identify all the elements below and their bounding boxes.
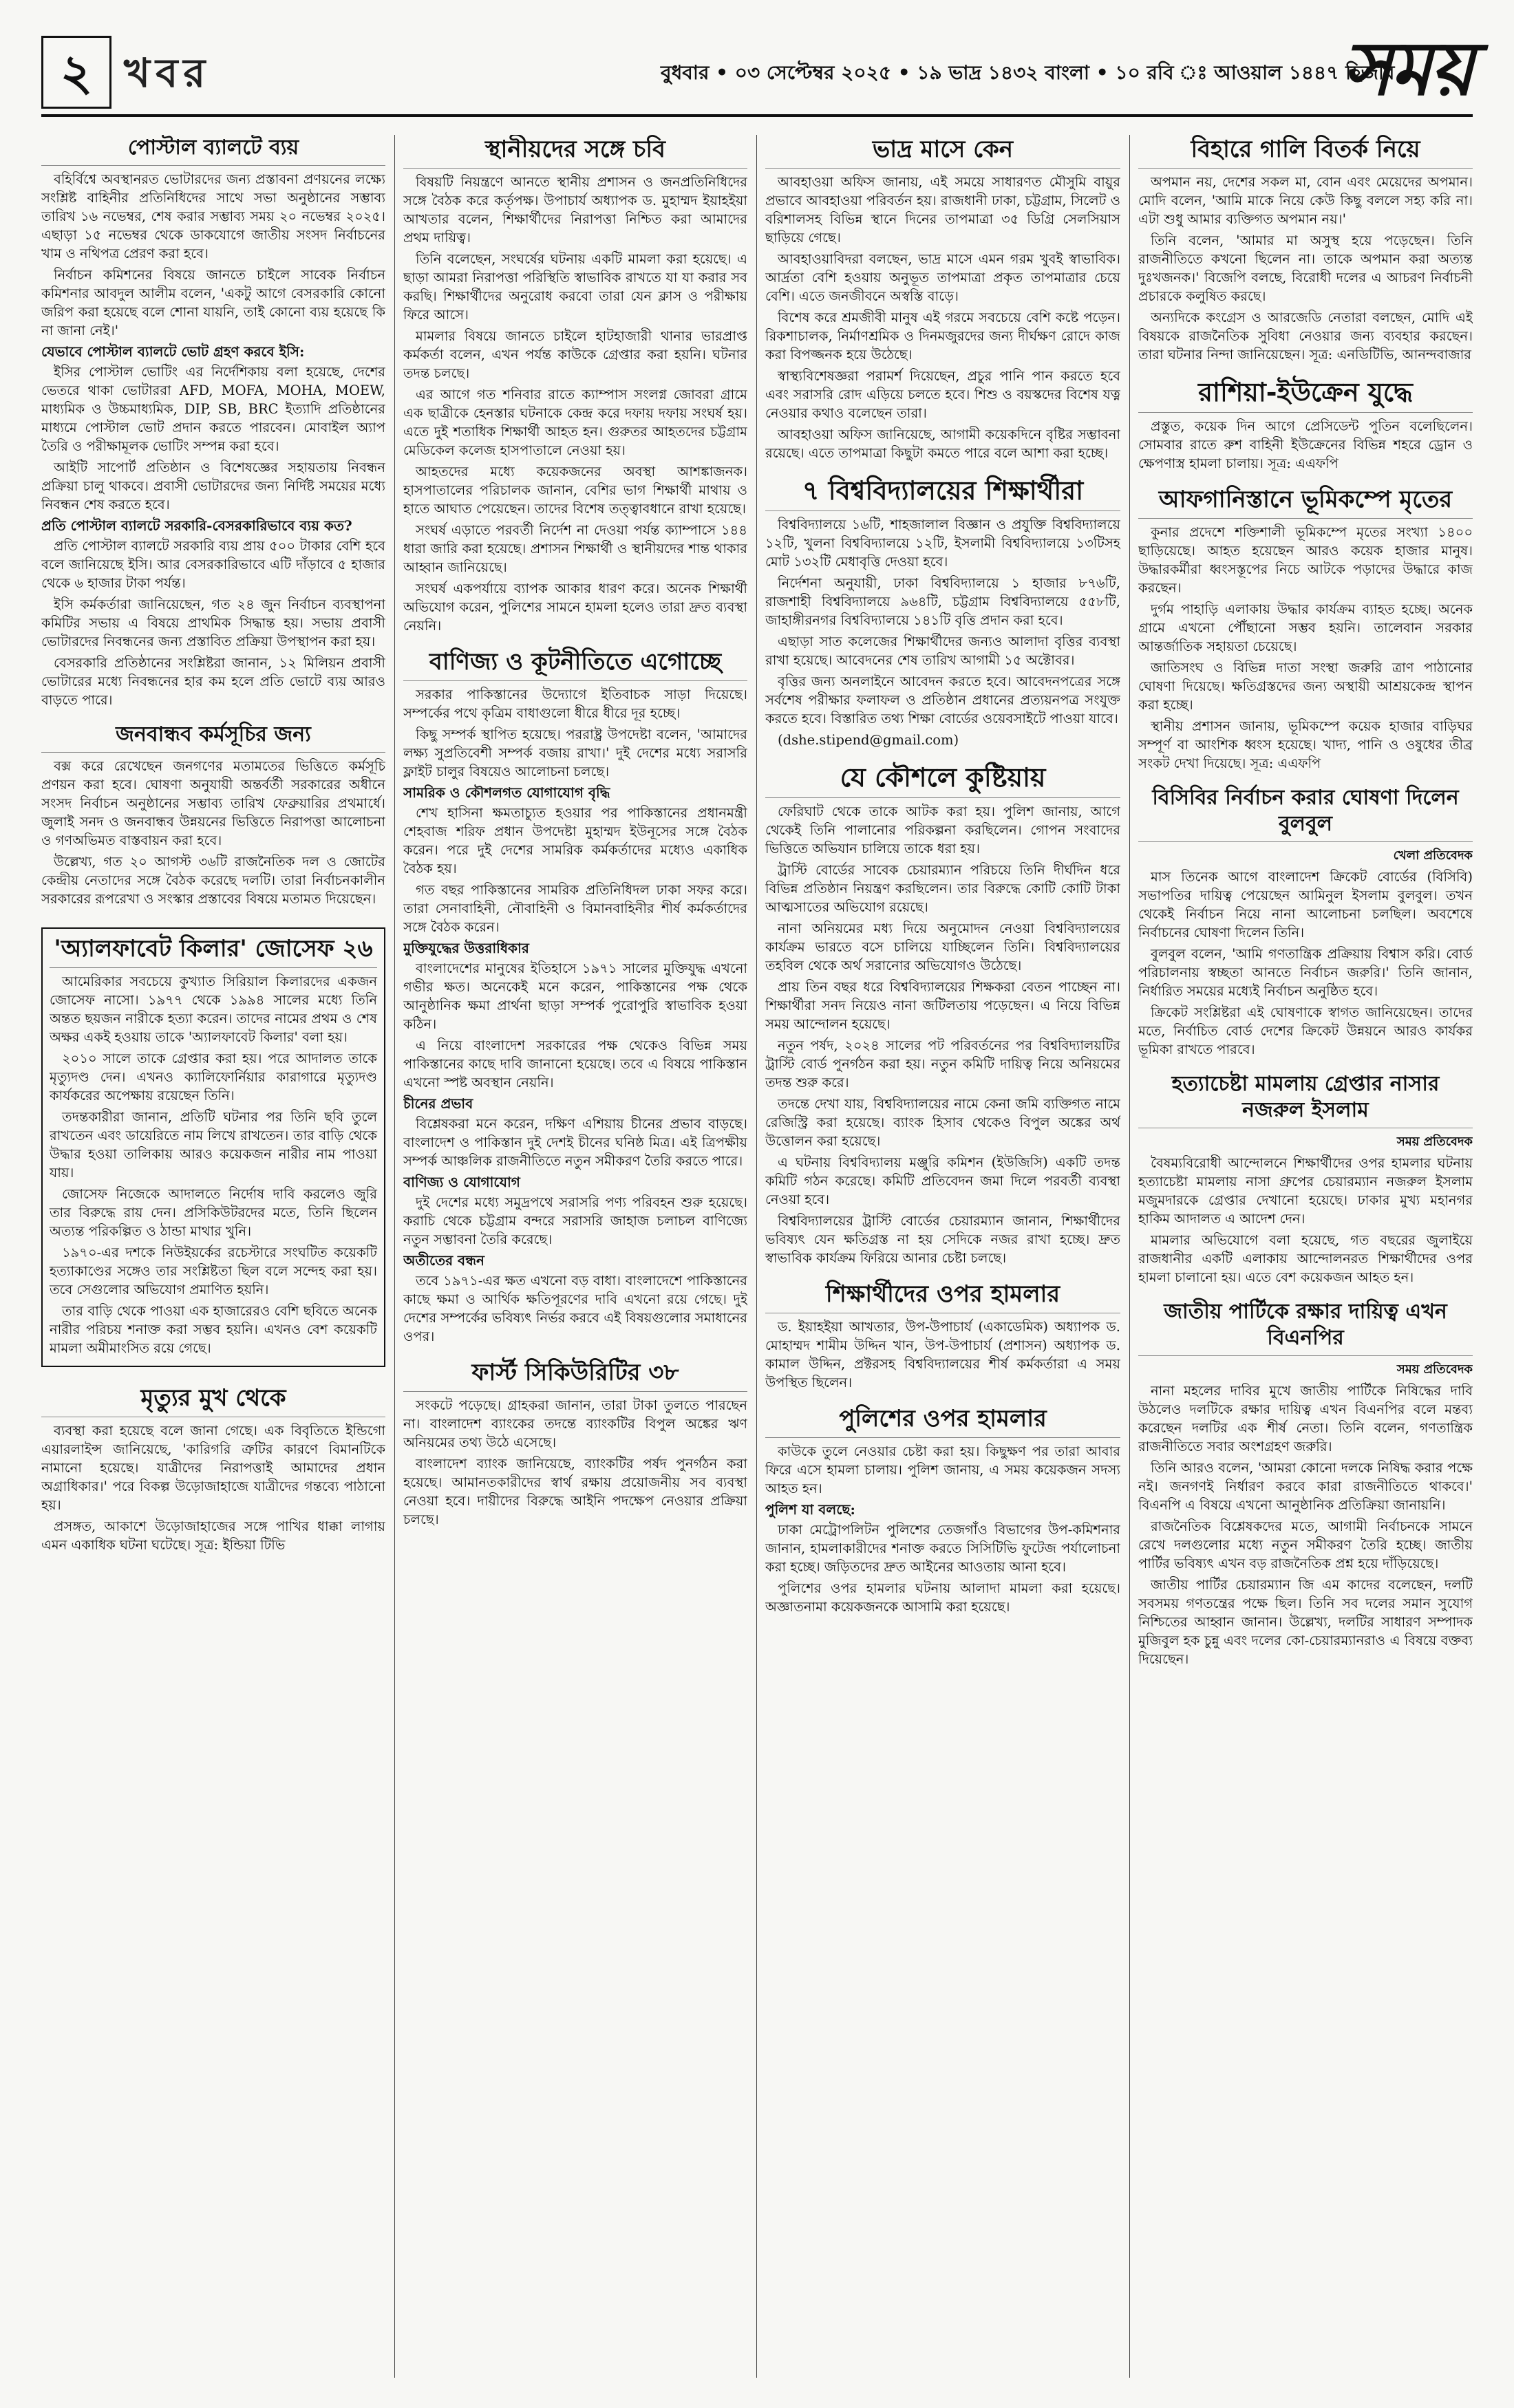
article-trade-diplomacy xyxy=(403,647,747,1346)
article-cu-locals xyxy=(403,135,747,635)
article-headline: জাতীয় পার্টিকে রক্ষার দায়িত্ব এখন বিএনপির xyxy=(1138,1299,1473,1356)
article-paragraph: আবহাওয়া অফিস জানায়, এই সময়ে সাধারণত মৌসুমি বায়ুর প্রভাবে আবহাওয়া পরিবর্তন হয়। রাজধানী ঢাকা, চট্টগ্রাম, সিলেট ও বরিশালসহ বিভিন্ন স্থানে দিনের তাপমাত্রা ৩৫ ডিগ্রি সেলসিয়াস ছাড়িয়ে গেছে। xyxy=(765,174,1120,246)
article-paragraph: ট্রাস্টি বোর্ডের সাবেক চেয়ারম্যান পরিচয়ে তিনি দীর্ঘদিন ধরে বিভিন্ন প্রতিষ্ঠান নিয়ন্ত্রণ করছিলেন। তার বিরুদ্ধে কোটি কোটি টাকা আত্মসাতের অভিযোগ রয়েছে। xyxy=(765,862,1120,915)
article-headline: ভাদ্র মাসে কেন xyxy=(765,135,1120,169)
article-paragraph: আহতদের মধ্যে কয়েকজনের অবস্থা আশঙ্কাজনক। হাসপাতালের পরিচালক জানান, বেশির ভাগ শিক্ষার্থী মাথায় ও হাতে আঘাত পেয়েছেন। তাদের বিশেষ তত্ত্বাবধানে রাখা হয়েছে। xyxy=(403,464,747,517)
article-paragraph: অপমান নয়, দেশের সকল মা, বোন এবং মেয়েদের অপমান। মোদি বলেন, 'আমি মাকে নিয়ে কেউ কিছু বললে সহ্য করি না। এটা শুধু আমার ব্যক্তিগত অপমান নয়।' xyxy=(1138,174,1473,227)
article-bihar xyxy=(1138,135,1473,364)
article-paragraph: মাস তিনেক আগে বাংলাদেশ ক্রিকেট বোর্ডের (বিসিবি) সভাপতির দায়িত্ব পেয়েছেন আমিনুল ইসলাম বুলবুল। তখন থেকেই নির্বাচন নিয়ে নানা আলোচনা চলছিল। অবশেষে নির্বাচনের ঘোষণা দিলেন তিনি। xyxy=(1138,869,1473,940)
article-paragraph: নানা মহলের দাবির মুখে জাতীয় পার্টিকে নিষিদ্ধের দাবি উঠলেও দলটিকে রক্ষার দায়িত্ব এখন বিএনপির বলে মন্তব্য করেছেন দলটির এক শীর্ষ নেতা। তিনি বলেন, গণতান্ত্রিক রাজনীতিতে সবার অংশগ্রহণ জরুরি। xyxy=(1138,1383,1473,1454)
section-name: খবর xyxy=(124,50,211,96)
article-public-program xyxy=(41,722,385,908)
article-paragraph: বেসরকারি প্রতিষ্ঠানের সংশ্লিষ্টরা জানান, ১২ মিলিয়ন প্রবাসী ভোটারের মধ্যে নিবন্ধনের হার কম হলে প্রতি ভোটে ব্যয় আরও বাড়তে পারে। xyxy=(41,655,385,708)
article-email: (dshe.stipend@gmail.com) xyxy=(778,732,959,748)
article-paragraph: ২০১০ সালে তাকে গ্রেপ্তার করা হয়। পরে আদালত তাকে মৃত্যুদণ্ড দেন। এখনও ক্যালিফোর্নিয়ার কারাগারে মৃত্যুদণ্ড কার্যকরের অপেক্ষায় রয়েছেন তিনি। xyxy=(50,1051,377,1104)
article-russia-ukraine xyxy=(1138,376,1473,473)
article-headline: ফার্স্ট সিকিউরিটির ৩৮ xyxy=(403,1358,747,1392)
article-paragraph: তবে ১৯৭১-এর ক্ষত এখনো বড় বাধা। বাংলাদেশে পাকিস্তানের কাছে ক্ষমা ও আর্থিক ক্ষতিপূরণের দাবি এখনো রয়ে গেছে। দুই দেশের সম্পর্কের ভবিষ্যৎ নির্ভর করবে এই বিষয়গুলোর সমাধানের ওপর। xyxy=(403,1273,747,1344)
article-paragraph: স্বাস্থ্যবিশেষজ্ঞরা পরামর্শ দিয়েছেন, প্রচুর পানি পান করতে হবে এবং সরাসরি রোদ এড়িয়ে চলতে হবে। শিশু ও বয়স্কদের বিশেষ যত্ন নেওয়ার কথাও বলেছেন তারা। xyxy=(765,368,1120,421)
article-paragraph: পুলিশের ওপর হামলার ঘটনায় আলাদা মামলা করা হয়েছে। অজ্ঞাতনামা কয়েকজনকে আসামি করা হয়েছে। xyxy=(765,1580,1120,1615)
article-kushtia xyxy=(765,762,1120,1267)
article-paragraph: দুই দেশের মধ্যে সমুদ্রপথে সরাসরি পণ্য পরিবহন শুরু হয়েছে। করাচি থেকে চট্টগ্রাম বন্দরে সরাসরি জাহাজ চলাচল বাণিজ্যে নতুন সম্ভাবনা তৈরি করেছে। xyxy=(403,1194,747,1247)
article-paragraph: উল্লেখ্য, গত ২০ আগস্ট ৩৬টি রাজনৈতিক দল ও জোটের কেন্দ্রীয় নেতাদের সঙ্গে বৈঠক করেছে দলটি। তারা নির্বাচনকালীন সরকারের রূপরেখা ও সংস্কার প্রস্তাবের বিষয়ে মতামত দিয়েছেন। xyxy=(41,854,385,907)
article-paragraph: গত বছর পাকিস্তানের সামরিক প্রতিনিধিদল ঢাকা সফর করে। তারা সেনাবাহিনী, নৌবাহিনী ও বিমানবাহিনীর শীর্ষ কর্মকর্তাদের সঙ্গে বৈঠক করেন। xyxy=(403,882,747,935)
article-paragraph: প্রসঙ্গত, আকাশে উড়োজাহাজের সঙ্গে পাখির ধাক্কা লাগায় এমন একাধিক ঘটনা ঘটেছে। সূত্র: ইন্ডিয়া টিভি xyxy=(41,1518,385,1553)
article-near-death xyxy=(41,1384,385,1554)
article-headline: বিসিবির নির্বাচন করার ঘোষণা দিলেন বুলবুল xyxy=(1138,785,1473,842)
article-paragraph: মামলার অভিযোগে বলা হয়েছে, গত বছরের জুলাইয়ে রাজধানীর একটি এলাকায় আন্দোলনরত শিক্ষার্থীদের ওপর হামলা চালানো হয়। এতে বেশ কয়েকজন আহত হন। xyxy=(1138,1232,1473,1285)
article-paragraph: কিছু সম্পর্ক স্থাপিত হয়েছে। পররাষ্ট্র উপদেষ্টা বলেন, 'আমাদের লক্ষ্য সুপ্রতিবেশী সম্পর্ক বজায় রাখা।' দুই দেশের মধ্যে সরাসরি ফ্লাইট চালুর বিষয়েও আলোচনা চলছে। xyxy=(403,727,747,780)
article-headline: পোস্টাল ব্যালটে ব্যয় xyxy=(41,135,385,166)
article-paragraph: কাউকে তুলে নেওয়ার চেষ্টা করা হয়। কিছুক্ষণ পর তারা আবার ফিরে এসে হামলা চালায়। পুলিশ জানায়, এ সময় কয়েকজন সদস্য আহত হন। xyxy=(765,1443,1120,1496)
article-paragraph: ফেরিঘাট থেকে তাকে আটক করা হয়। পুলিশ জানায়, আগে থেকেই তিনি পালানোর পরিকল্পনা করছিলেন। গোপন সংবাদের ভিত্তিতে অভিযান চালিয়ে তাকে ধরা হয়। xyxy=(765,804,1120,857)
article-paragraph: আবহাওয়া অফিস জানিয়েছে, আগামী কয়েকদিনে বৃষ্টির সম্ভাবনা রয়েছে। এতে তাপমাত্রা কিছুটা কমতে পারে বলে আশা করা হচ্ছে। xyxy=(765,427,1120,461)
article-paragraph: নির্বাচন কমিশনের বিষয়ে জানতে চাইলে সাবেক নির্বাচন কমিশনার আবদুল আলীম বলেন, 'একটু আগে বেসরকারি কোনো জরিপ করা হয়েছে বলে শোনা যায়নি, তাই কোনো ব্যয় হয়েছে কি না জানা নেই।' xyxy=(41,267,385,338)
article-paragraph: প্রতি পোস্টাল ব্যালটে সরকারি ব্যয় প্রায় ৫০০ টাকার বেশি হবে বলে জানিয়েছে ইসি। আর বেসরকারিভাবে এটি দাঁড়াবে ৫ হাজার থেকে ৬ হাজার টাকা পর্যন্ত। xyxy=(41,538,385,591)
article-paragraph: এর আগে গত শনিবার রাতে ক্যাম্পাস সংলগ্ন জোবরা গ্রামে এক ছাত্রীকে হেনস্তার ঘটনাকে কেন্দ্র করে দফায় দফায় সংঘর্ষ হয়। এতে দুই শতাধিক শিক্ষার্থী আহত হন। গুরুতর আহতদের চট্টগ্রাম মেডিকেল কলেজ হাসপাতালে নেওয়া হয়। xyxy=(403,387,747,458)
article-headline: রাশিয়া-ইউক্রেন যুদ্ধে xyxy=(1138,376,1473,413)
article-paragraph: বক্স করে রেখেছেন জনগণের মতামতের ভিত্তিতে কর্মসূচি প্রণয়ন করা হবে। ঘোষণা অনুযায়ী অন্তর্বর্তী সরকারের অধীনে সংসদ নির্বাচন অনুষ্ঠানের সম্ভাব্য তারিখ ফেব্রুয়ারির প্রথমার্ধে। জুলাই সনদ ও জনবান্ধব উন্নয়নের ভিত্তিতে নিরাপত্তা আলোচনা ও গণঅভিমত বাস্তবায়ন করা হবে। xyxy=(41,758,385,848)
article-paragraph: তিনি বলেন, 'আমার মা অসুস্থ হয়ে পড়েছেন। তিনি রাজনীতিতে কখনো ছিলেন না। তাকে অপমান করা অত্যন্ত দুঃখজনক।' বিজেপি বলছে, বিরোধী দলের এ আচরণ নির্বাচনী প্রচারকে কলুষিত করছে। xyxy=(1138,233,1473,304)
article-paragraph: প্রস্তুত, কয়েক দিন আগে প্রেসিডেন্ট পুতিন বলেছিলেন। সোমবার রাতে রুশ বাহিনী ইউক্রেনের বিভিন্ন শহরে ড্রোন ও ক্ষেপণাস্ত্র হামলা চালায়। সূত্র: এএফপি xyxy=(1138,418,1473,471)
column-2 xyxy=(403,135,747,2378)
article-paragraph: বিশেষ করে শ্রমজীবী মানুষ এই গরমে সবচেয়ে বেশি কষ্টে পড়েন। রিকশাচালক, নির্মাণশ্রমিক ও দিনমজুরদের জন্য দীর্ঘক্ষণ রোদে কাজ করা বিপজ্জনক হয়ে উঠেছে। xyxy=(765,310,1120,363)
article-paragraph: এছাড়া সাত কলেজের শিক্ষার্থীদের জন্যও আলাদা বৃত্তির ব্যবস্থা রাখা হয়েছে। আবেদনের শেষ তারিখ আগামী ১৫ অক্টোবর। xyxy=(765,634,1120,668)
article-headline: আফগানিস্তানে ভূমিকম্পে মৃতের xyxy=(1138,485,1473,519)
masthead-logo: সময় xyxy=(1343,25,1473,112)
article-paragraph: বিষয়টি নিয়ন্ত্রণে আনতে স্থানীয় প্রশাসন ও জনপ্রতিনিধিদের সঙ্গে বৈঠক করে কর্তৃপক্ষ। উপাচার্য অধ্যাপক ড. মুহাম্মদ ইয়াহইয়া আখতার বলেন, শিক্ষার্থীদের নিরাপত্তা নিশ্চিত করা আমাদের প্রথম দায়িত্ব। xyxy=(403,174,747,246)
article-paragraph: সরকার পাকিস্তানের উদ্যোগে ইতিবাচক সাড়া দিয়েছে। সম্পর্কের পথে কৃত্রিম বাধাগুলো ধীরে ধীরে দূর হচ্ছে। xyxy=(403,687,747,721)
article-nasa-arrest xyxy=(1138,1071,1473,1287)
article-paragraph: রাজনৈতিক বিশ্লেষকদের মতে, আগামী নির্বাচনকে সামনে রেখে দলগুলোর মধ্যে নতুন সমীকরণ তৈরি হচ্ছে। জাতীয় পার্টির ভবিষ্যৎ এখন বড় রাজনৈতিক প্রশ্ন হয়ে দাঁড়িয়েছে। xyxy=(1138,1518,1473,1571)
article-paragraph: এ ঘটনায় বিশ্ববিদ্যালয় মঞ্জুরি কমিশন (ইউজিসি) একটি তদন্ত কমিটি গঠন করেছে। কমিটি প্রতিবেদন জমা দিলে পরবর্তী ব্যবস্থা নেওয়া হবে। xyxy=(765,1154,1120,1207)
article-headline: হত্যাচেষ্টা মামলায় গ্রেপ্তার নাসার নজরুল ইসলাম xyxy=(1138,1071,1473,1128)
article-paragraph: শেখ হাসিনা ক্ষমতাচ্যুত হওয়ার পর পাকিস্তানের প্রধানমন্ত্রী শেহবাজ শরিফ প্রধান উপদেষ্টা মুহাম্মদ ইউনূসের সঙ্গে বৈঠক করেন। পরে দুই দেশের সামরিক কর্মকর্তাদের মধ্যেও একাধিক বৈঠক হয়। xyxy=(403,805,747,877)
article-alphabet-killer xyxy=(41,927,385,1367)
article-subhead: অতীতের বন্ধন xyxy=(403,1252,484,1269)
article-headline: স্থানীয়দের সঙ্গে চবি xyxy=(403,135,747,169)
article-police-attack xyxy=(765,1404,1120,1616)
page-number: ২ xyxy=(41,36,111,109)
article-paragraph: স্থানীয় প্রশাসন জানায়, ভূমিকম্পে কয়েক হাজার বাড়িঘর সম্পূর্ণ বা আংশিক ধ্বংস হয়েছে। খাদ্য, পানি ও ওষুধের তীব্র সংকট দেখা দিয়েছে। সূত্র: এএফপি xyxy=(1138,718,1473,771)
article-headline: 'অ্যালফাবেট কিলার' জোসেফ ২৬ xyxy=(50,934,377,968)
article-paragraph: বাংলাদেশ ব্যাংক জানিয়েছে, ব্যাংকটির পর্ষদ পুনর্গঠন করা হয়েছে। আমানতকারীদের স্বার্থ রক্ষায় প্রয়োজনীয় সব ব্যবস্থা নেওয়া হবে। দায়ীদের বিরুদ্ধে আইনি পদক্ষেপ নেওয়ার প্রক্রিয়া চলছে। xyxy=(403,1456,747,1527)
article-subhead: পুলিশ যা বলছে: xyxy=(765,1501,855,1518)
article-paragraph: বিশ্লেষকরা মনে করেন, দক্ষিণ এশিয়ায় চীনের প্রভাব বাড়ছে। বাংলাদেশ ও পাকিস্তান দুই দেশই চীনের ঘনিষ্ঠ মিত্র। এই ত্রিপক্ষীয় সম্পর্ক আঞ্চলিক রাজনীতিতে নতুন সমীকরণ তৈরি করতে পারে। xyxy=(403,1116,747,1169)
byline: সময় প্রতিবেদক xyxy=(1396,1135,1473,1149)
column-divider xyxy=(756,135,757,2378)
article-first-security xyxy=(403,1358,747,1529)
article-paragraph: বাংলাদেশের মানুষের ইতিহাসে ১৯৭১ সালের মুক্তিযুদ্ধ এখনো গভীর ক্ষত। অনেকেই মনে করেন, পাকিস্তানের পক্ষ থেকে আনুষ্ঠানিক ক্ষমা প্রার্থনা ছাড়া সম্পর্ক পুরোপুরি স্বাভাবিক হওয়া কঠিন। xyxy=(403,960,747,1032)
article-paragraph: সংঘর্ষ এড়াতে পরবর্তী নির্দেশ না দেওয়া পর্যন্ত ক্যাম্পাসে ১৪৪ ধারা জারি করা হয়েছে। প্রশাসন শিক্ষার্থী ও স্থানীয়দের শান্ত থাকার আহ্বান জানিয়েছে। xyxy=(403,522,747,575)
article-postal-ballot xyxy=(41,135,385,709)
article-paragraph: ড. ইয়াহইয়া আখতার, উপ-উপাচার্য (একাডেমিক) অধ্যাপক ড. মোহাম্মদ শামীম উদ্দিন খান, উপ-উপাচার্য (প্রশাসন) অধ্যাপক ড. কামাল উদ্দিন, প্রক্টরসহ বিশ্ববিদ্যালয়ের শীর্ষ কর্মকর্তারা এ সময় উপস্থিত ছিলেন। xyxy=(765,1319,1120,1390)
article-paragraph: ঢাকা মেট্রোপলিটন পুলিশের তেজগাঁও বিভাগের উপ-কমিশনার জানান, হামলাকারীদের শনাক্ত করতে সিসিটিভি ফুটেজ পর্যালোচনা করা হচ্ছে। জড়িতদের দ্রুত আইনের আওতায় আনা হবে। xyxy=(765,1522,1120,1575)
article-paragraph: বহির্বিশ্বে অবস্থানরত ভোটারদের জন্য প্রস্তাবনা প্রণয়নের লক্ষ্যে সংশ্লিষ্ট বাহিনীর প্রতিনিধিদের সাথে সভা অনুষ্ঠানের সম্ভাব্য তারিখ ১৬ নভেম্বর, শেষ করার সম্ভাব্য সময় ২০ নভেম্বর ২০২৫। এছাড়া ১৫ নভেম্বর থেকে ডাকযোগে জাতীয় সংসদ নির্বাচনের খাম ও নথিপত্র প্রেরণ করা হবে। xyxy=(41,171,385,261)
article-paragraph: অন্যদিকে কংগ্রেস ও আরজেডি নেতারা বলছেন, মোদি এই বিষয়কে রাজনৈতিক সুবিধা নেওয়ার জন্য ব্যবহার করছেন। তারা ঘটনার নিন্দা জানিয়েছেন। সূত্র: এনডিটিভি, আনন্দবাজার xyxy=(1138,310,1473,363)
article-bcb-election xyxy=(1138,785,1473,1059)
article-paragraph: আমেরিকার সবচেয়ে কুখ্যাত সিরিয়াল কিলারদের একজন জোসেফ নাসো। ১৯৭৭ থেকে ১৯৯৪ সালের মধ্যে তিনি অন্তত ছয়জন নারীকে হত্যা করেন। তাদের নামের প্রথম ও শেষ অক্ষর একই হওয়ায় তাকে 'অ্যালফাবেট কিলার' বলা হয়। xyxy=(50,974,377,1045)
article-paragraph: তদন্তকারীরা জানান, প্রতিটি ঘটনার পর তিনি ছবি তুলে রাখতেন এবং ডায়েরিতে নাম লিখে রাখতেন। তার বাড়ি থেকে উদ্ধার হওয়া তালিকায় আরও কয়েকজন নারীর নাম পাওয়া যায়। xyxy=(50,1109,377,1181)
article-paragraph: ব্যবস্থা করা হয়েছে বলে জানা গেছে। এক বিবৃতিতে ইন্ডিগো এয়ারলাইন্স জানিয়েছে, 'কারিগরি ত্রুটির কারণে বিমানটিকে নামানো হয়েছে। যাত্রীদের নিরাপত্তাই আমাদের প্রধান অগ্রাধিকার।' পরে বিকল্প উড়োজাহাজে যাত্রীদের গন্তব্যে পাঠানো হয়। xyxy=(41,1423,385,1513)
article-paragraph: ১৯৭০-এর দশকে নিউইয়র্কের রচেস্টারে সংঘটিত কয়েকটি হত্যাকাণ্ডের সঙ্গেও তার সংশ্লিষ্টতা ছিল বলে সন্দেহ করা হয়। তবে সেগুলোর অভিযোগ প্রমাণিত হয়নি। xyxy=(50,1245,377,1298)
article-headline: বাণিজ্য ও কূটনীতিতে এগোচ্ছে xyxy=(403,647,747,681)
article-subhead: বাণিজ্য ও যোগাযোগ xyxy=(403,1174,520,1190)
article-paragraph: আইটি সাপোর্ট প্রতিষ্ঠান ও বিশেষজ্ঞের সহায়তায় নিবন্ধন প্রক্রিয়া চালু থাকবে। প্রবাসী ভোটারদের জন্য নির্দিষ্ট সময়ের মধ্যে নিবন্ধন শেষ করতে হবে। xyxy=(41,460,385,513)
column-divider xyxy=(394,135,395,2378)
article-paragraph: বিশ্ববিদ্যালয়ে ১৬টি, শাহজালাল বিজ্ঞান ও প্রযুক্তি বিশ্ববিদ্যালয়ে ১২টি, খুলনা বিশ্ববিদ্যালয়ে ১২টি, ইসলামী বিশ্ববিদ্যালয়ে ১৩টিসহ মোট ১৩২টি মেধাবৃত্তি দেওয়া হবে। xyxy=(765,517,1120,570)
column-divider xyxy=(1129,135,1130,2378)
article-paragraph: বৈষম্যবিরোধী আন্দোলনে শিক্ষার্থীদের ওপর হামলার ঘটনায় হত্যাচেষ্টা মামলায় নাসা গ্রুপের চেয়ারম্যান নজরুল ইসলাম মজুমদারকে গ্রেপ্তার দেখানো হয়েছে। ঢাকার মুখ্য মহানগর হাকিম আদালত এ আদেশ দেন। xyxy=(1138,1155,1473,1227)
article-paragraph: ক্রিকেট সংশ্লিষ্টরা এই ঘোষণাকে স্বাগত জানিয়েছেন। তাদের মতে, নির্বাচিত বোর্ড দেশের ক্রিকেট উন্নয়নে আরও কার্যকর ভূমিকা রাখতে পারবে। xyxy=(1138,1004,1473,1057)
byline: সময় প্রতিবেদক xyxy=(1396,1362,1473,1377)
article-paragraph: ইসির পোস্টাল ভোটিং এর নির্দেশিকায় বলা হয়েছে, দেশের ভেতরে থাকা ভোটাররা AFD, MOFA, MOHA, MOEW, মাধ্যমিক ও উচ্চমাধ্যমিক, DIP, SB, BRC ইত্যাদি প্রতিষ্ঠানের মাধ্যমে পোস্টাল ভোট প্রদান করতে পারবেন। মোবাইল অ্যাপ তৈরি ও পরীক্ষামূলক ভোটিং সম্পন্ন করা হবে। xyxy=(41,364,385,454)
article-student-attack xyxy=(765,1280,1120,1392)
article-subhead: সামরিক ও কৌশলগত যোগাযোগ বৃদ্ধি xyxy=(403,784,610,801)
article-headline: যে কৌশলে কুষ্টিয়ায় xyxy=(765,762,1120,798)
article-paragraph: তার বাড়ি থেকে পাওয়া এক হাজারেরও বেশি ছবিতে অনেক নারীর পরিচয় শনাক্ত করা সম্ভব হয়নি। এখনও বেশ কয়েকটি মামলা অমীমাংসিত রয়ে গেছে। xyxy=(50,1303,377,1356)
article-subhead: মুক্তিযুদ্ধের উত্তরাধিকার xyxy=(403,940,529,956)
article-paragraph: এ নিয়ে বাংলাদেশ সরকারের পক্ষ থেকেও বিভিন্ন সময় পাকিস্তানের কাছে দাবি জানানো হয়েছে। তবে এ বিষয়ে পাকিস্তান এখনো স্পষ্ট অবস্থান নেয়নি। xyxy=(403,1038,747,1090)
article-headline: মৃত্যুর মুখ থেকে xyxy=(41,1384,385,1417)
article-subhead: যেভাবে পোস্টাল ব্যালটে ভোট গ্রহণ করবে ইসি: xyxy=(41,343,305,360)
dateline: বুধবার • ০৩ সেপ্টেম্বর ২০২৫ • ১৯ ভাদ্র ১৪৩২ বাংলা • ১০ রবি ঃ আওয়াল ১৪৪৭ হিজরি xyxy=(661,61,1395,84)
article-paragraph: কুনার প্রদেশে শক্তিশালী ভূমিকম্পে মৃতের সংখ্যা ১৪০০ ছাড়িয়েছে। আহত হয়েছেন আরও কয়েক হাজার মানুষ। উদ্ধারকর্মীরা ধ্বংসস্তূপের নিচে আটকে পড়াদের উদ্ধারে কাজ করছেন। xyxy=(1138,524,1473,596)
article-paragraph: জাতীয় পার্টির চেয়ারম্যান জি এম কাদের বলেছেন, দলটি সবসময় গণতন্ত্রের পক্ষে ছিল। তিনি সব দলের সমান সুযোগ নিশ্চিতের আহ্বান জানান। উল্লেখ্য, দলটির সাধারণ সম্পাদক মুজিবুল হক চুন্নু এবং দলের কো-চেয়ারম্যানরাও এ বিষয়ে বক্তব্য দিয়েছেন। xyxy=(1138,1577,1473,1667)
article-paragraph: বিশ্ববিদ্যালয়ের ট্রাস্টি বোর্ডের চেয়ারম্যান জানান, শিক্ষার্থীদের ভবিষ্যৎ যেন ক্ষতিগ্রস্ত না হয় সেদিকে নজর রাখা হচ্ছে। দ্রুত স্বাভাবিক কার্যক্রম ফিরিয়ে আনার চেষ্টা চলছে। xyxy=(765,1213,1120,1266)
article-paragraph: নির্দেশনা অনুযায়ী, ঢাকা বিশ্ববিদ্যালয়ে ১ হাজার ৮৭৬টি, রাজশাহী বিশ্ববিদ্যালয়ে ৯৬৪টি, চট্টগ্রাম বিশ্ববিদ্যালয়ে ৫৫৮টি, জাহাঙ্গীরনগর বিশ্ববিদ্যালয়ে ১৪১টি বৃত্তি প্রদান করা হবে। xyxy=(765,575,1120,628)
byline: খেলা প্রতিবেদক xyxy=(1393,848,1473,863)
article-paragraph: জাতিসংঘ ও বিভিন্ন দাতা সংস্থা জরুরি ত্রাণ পাঠানোর ঘোষণা দিয়েছে। ক্ষতিগ্রস্তদের জন্য অস্থায়ী আশ্রয়কেন্দ্র স্থাপন করা হচ্ছে। xyxy=(1138,660,1473,713)
article-paragraph: প্রায় তিন বছর ধরে বিশ্ববিদ্যালয়ের শিক্ষকরা বেতন পাচ্ছেন না। শিক্ষার্থীরা সনদ নিয়েও নানা জটিলতায় পড়েছেন। এ নিয়ে বিভিন্ন সময় আন্দোলন হয়েছে। xyxy=(765,979,1120,1032)
article-paragraph: আবহাওয়াবিদরা বলছেন, ভাদ্র মাসে এমন গরম খুবই স্বাভাবিক। আর্দ্রতা বেশি হওয়ায় অনুভূত তাপমাত্রা প্রকৃত তাপমাত্রার চেয়ে বেশি। এতে জনজীবনে অস্বস্তি বাড়ে। xyxy=(765,251,1120,304)
article-headline: শিক্ষার্থীদের ওপর হামলার xyxy=(765,1280,1120,1313)
article-paragraph: সংঘর্ষ একপর্যায়ে ব্যাপক আকার ধারণ করে। অনেক শিক্ষার্থী অভিযোগ করেন, পুলিশের সামনে হামলা হলেও তারা দ্রুত ব্যবস্থা নেয়নি। xyxy=(403,581,747,634)
article-paragraph: মামলার বিষয়ে জানতে চাইলে হাটহাজারী থানার ভারপ্রাপ্ত কর্মকর্তা বলেন, এখন পর্যন্ত কাউকে গ্রেপ্তার করা হয়নি। ঘটনার তদন্ত চলছে। xyxy=(403,328,747,381)
article-paragraph: তিনি বলেছেন, সংঘর্ষের ঘটনায় একটি মামলা করা হয়েছে। এ ছাড়া আমরা নিরাপত্তা পরিস্থিতি স্বাভাবিক রাখতে যা যা করার সব করছি। শিক্ষার্থীদের অনুরোধ করবো তারা যেন ক্লাস ও পরীক্ষায় ফিরে আসে। xyxy=(403,251,747,323)
article-paragraph: নানা অনিয়মের মধ্য দিয়ে অনুমোদন নেওয়া বিশ্ববিদ্যালয়ের কার্যক্রম ভারতে বসে চালিয়ে যাচ্ছিলেন তিনি। বিশ্ববিদ্যালয়ের তহবিল থেকে অর্থ সরানোর অভিযোগও উঠেছে। xyxy=(765,921,1120,974)
article-jatiya-party xyxy=(1138,1299,1473,1668)
article-subhead: প্রতি পোস্টাল ব্যালটে সরকারি-বেসরকারিভাবে ব্যয় কত? xyxy=(41,517,352,534)
article-paragraph: ইসি কর্মকর্তারা জানিয়েছেন, গত ২৪ জুন নির্বাচন ব্যবস্থাপনা কমিটির সভায় এ বিষয়ে প্রাথমিক সিদ্ধান্ত হয়। সভায় প্রবাসী ভোটারদের নিবন্ধনের জন্য প্রস্তাবিত প্রক্রিয়া উপস্থাপন করা হয়। xyxy=(41,596,385,649)
article-subhead: চীনের প্রভাব xyxy=(403,1095,473,1112)
page-header xyxy=(41,25,1473,117)
article-headline: জনবান্ধব কর্মসূচির জন্য xyxy=(41,722,385,753)
article-paragraph: নতুন পর্ষদ, ২০২৪ সালের পট পরিবর্তনের পর বিশ্ববিদ্যালয়টির ট্রাস্টি বোর্ড পুনর্গঠন করা হয়। নতুন কমিটি দায়িত্ব নিয়ে অনিয়মের তদন্ত শুরু করে। xyxy=(765,1038,1120,1090)
column-1 xyxy=(41,135,385,2378)
article-headline: পুলিশের ওপর হামলার xyxy=(765,1404,1120,1438)
article-headline: ৭ বিশ্ববিদ্যালয়ের শিক্ষার্থীরা xyxy=(765,475,1120,511)
article-paragraph: জোসেফ নিজেকে আদালতে নির্দোষ দাবি করলেও জুরি তার বিরুদ্ধে রায় দেন। প্রসিকিউটরদের মতে, তিনি ছিলেন অত্যন্ত পরিকল্পিত ও ঠান্ডা মাথার খুনি। xyxy=(50,1186,377,1239)
article-paragraph: তদন্তে দেখা যায়, বিশ্ববিদ্যালয়ের নামে কেনা জমি ব্যক্তিগত নামে রেজিস্ট্রি করা হয়েছে। ব্যাংক হিসাব থেকেও বিপুল অঙ্কের অর্থ উত্তোলন করা হয়েছে। xyxy=(765,1096,1120,1149)
article-afghanistan xyxy=(1138,485,1473,773)
column-3 xyxy=(765,135,1120,2378)
article-bhadra-heat xyxy=(765,135,1120,462)
article-paragraph: দুর্গম পাহাড়ি এলাকায় উদ্ধার কার্যক্রম ব্যাহত হচ্ছে। অনেক গ্রামে এখনো পৌঁছানো সম্ভব হয়নি। তালেবান সরকার আন্তর্জাতিক সহায়তা চেয়েছে। xyxy=(1138,601,1473,654)
article-headline: বিহারে গালি বিতর্ক নিয়ে xyxy=(1138,135,1473,169)
column-4 xyxy=(1138,135,1473,2378)
article-paragraph: সংকটে পড়েছে। গ্রাহকরা জানান, তারা টাকা তুলতে পারছেন না। বাংলাদেশ ব্যাংকের তদন্তে ব্যাংকটির বিপুল অঙ্কের ঋণ অনিয়মের তথ্য উঠে এসেছে। xyxy=(403,1397,747,1450)
article-paragraph: বুলবুল বলেন, 'আমি গণতান্ত্রিক প্রক্রিয়ায় বিশ্বাস করি। বোর্ড পরিচালনায় স্বচ্ছতা আনতে নির্বাচন জরুরি।' তিনি জানান, নির্ধারিত সময়ের মধ্যেই নির্বাচন অনুষ্ঠিত হবে। xyxy=(1138,946,1473,999)
article-paragraph: তিনি আরও বলেন, 'আমরা কোনো দলকে নিষিদ্ধ করার পক্ষে নই। জনগণই নির্ধারণ করবে কারা রাজনীতিতে থাকবে।' বিএনপি এ বিষয়ে এখনো আনুষ্ঠানিক প্রতিক্রিয়া জানায়নি। xyxy=(1138,1460,1473,1513)
article-seven-universities xyxy=(765,475,1120,749)
article-paragraph: বৃত্তির জন্য অনলাইনে আবেদন করতে হবে। আবেদনপত্রের সঙ্গে সর্বশেষ পরীক্ষার ফলাফল ও প্রতিষ্ঠান প্রধানের প্রত্যয়নপত্র সংযুক্ত করতে হবে। বিস্তারিত তথ্য শিক্ষা বোর্ডের ওয়েবসাইটে পাওয়া যাবে। xyxy=(765,674,1120,727)
